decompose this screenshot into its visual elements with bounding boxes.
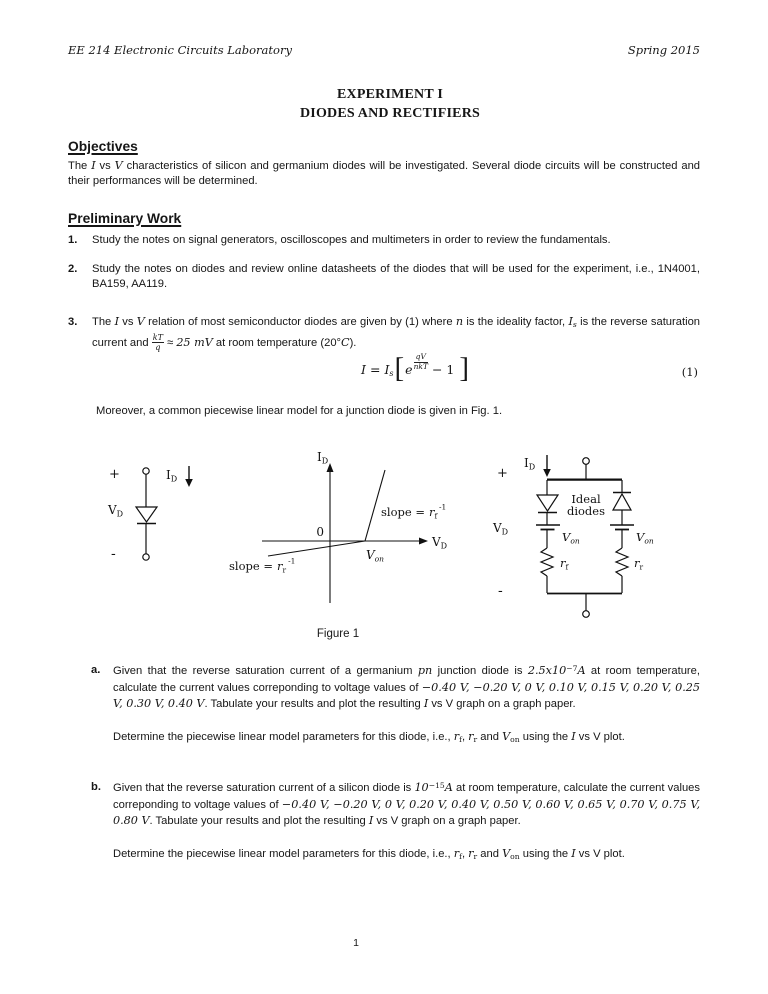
item-text: The I vs V relation of most semiconductor diodes are given by (1) where n is the ideality factor, Is is the reverse saturation current and $\frac{kT}{q}$ ≈ 25 mV at room temperature (20°C). — [92, 315, 701, 353]
task-b-letter: b. — [91, 781, 101, 793]
eq-lhs: I — [361, 362, 366, 377]
moreover-sentence: Moreover, a common piecewise linear model for a junction diode is given in Fig. 1. — [96, 405, 503, 417]
task-b-paragraph-1: Given that the reverse saturation current of a silicon diode is $10^{-15}A$ at room temperature, calculate the current values correponding to voltage values of −0.40 V, −0.20 V, 0 V, 0.20 V, 0.40 V, 0.50 V, 0.60 V, 0.65 V, 0.70 V, 0.75 V, 0.80 V. Tabulate your results and plot the resulting I vs V graph on a graph paper. — [113, 781, 701, 828]
item-number: 2. — [68, 263, 78, 275]
ideal-diodes-label-line1: Ideal — [571, 492, 601, 506]
page-number: 1 — [353, 937, 359, 949]
left-circuit — [136, 466, 193, 560]
von-left-label: $V_{on}$ — [562, 530, 580, 546]
minus-label: - — [111, 546, 116, 562]
vd-label: $V_D$ — [493, 521, 509, 537]
reverse-slope-label: slope = $r_r^{-1}$ — [229, 556, 296, 575]
item-number: 1. — [68, 234, 78, 246]
inline-fraction: $\frac{kT}{q}$ — [152, 333, 163, 353]
eq-exponent-numerator: qV — [414, 353, 428, 363]
eq-equals: = — [369, 362, 381, 377]
list-item-1 — [68, 233, 700, 248]
task-b-paragraph-2: Determine the piecewise linear model parameters for this diode, i.e., rf, rr and Von using the I vs V plot. — [113, 847, 625, 862]
current-arrow-head — [543, 469, 551, 477]
eq-minus-one: − 1 — [431, 362, 455, 377]
list-item-2 — [68, 262, 700, 292]
diode-equation — [361, 352, 470, 384]
list-item-3 — [68, 312, 700, 353]
model-circuit — [536, 455, 634, 617]
graph-vd-label: $V_D$ — [432, 535, 448, 551]
terminal-top — [583, 458, 590, 465]
equation-number: (1) — [681, 365, 698, 379]
header-term: Spring 2015 — [627, 43, 700, 57]
graph-id-label: $I_D$ — [317, 450, 329, 466]
equation-body — [361, 352, 470, 384]
von-right-label: $V_{on}$ — [636, 530, 654, 546]
header-course: EE 214 Electronic Circuits Laboratory — [68, 43, 292, 57]
eq-e: e — [405, 362, 413, 377]
plus-label: + — [109, 467, 120, 482]
plus-label: + — [497, 466, 508, 481]
rf-label: $r_f$ — [560, 556, 569, 572]
resistor-zigzag — [541, 548, 553, 576]
preliminary-heading: Preliminary Work — [68, 211, 182, 226]
eq-is-subscript: s — [389, 369, 394, 378]
task-a-letter: a. — [91, 664, 101, 676]
reverse-slope-line — [268, 541, 365, 556]
diode-symbol — [136, 507, 157, 522]
origin-label: 0 — [316, 525, 324, 539]
von-label: $V_{on}$ — [366, 548, 385, 564]
ideal-diode-up — [613, 494, 631, 510]
x-axis-arrow — [419, 538, 428, 545]
eq-left-bracket: [ — [394, 352, 405, 384]
objectives-paragraph: The I vs V characteristics of silicon and germanium diodes will be investigated. Several diode circuits will be constructed and their performances will be determined. — [68, 159, 701, 187]
id-label: $I_D$ — [524, 456, 536, 472]
ideal-diode-down — [537, 495, 558, 511]
rr-label: $r_r$ — [634, 556, 644, 572]
vd-label: $V_D$ — [108, 503, 124, 519]
eq-is-base: I — [384, 362, 390, 377]
item-text: Study the notes on diodes and review online datasheets of the diodes that will be used for the experiment, i.e., 1N4001, BA159, AA119. — [92, 263, 700, 290]
figure-caption: Figure 1 — [316, 628, 360, 640]
eq-exponent-fraction — [414, 353, 428, 371]
resistor-zigzag — [616, 548, 628, 576]
forward-slope-label: slope = $r_f^{-1}$ — [381, 502, 447, 521]
document-title — [10, 85, 768, 123]
minus-label: - — [498, 583, 503, 599]
page-header — [68, 43, 700, 57]
iv-graph — [262, 463, 428, 603]
figure-1-drawing — [0, 440, 768, 640]
task-a-paragraph-2: Determine the piecewise linear model parameters for this diode, i.e., rf, rr and Von using the I vs V plot. — [113, 730, 625, 745]
objectives-heading: Objectives — [68, 139, 138, 154]
terminal-bottom — [143, 554, 149, 560]
id-label: $I_D$ — [166, 468, 178, 484]
terminal-bottom — [583, 611, 590, 618]
item-text: Study the notes on signal generators, oscilloscopes and multimeters in order to review the fundamentals. — [92, 234, 611, 246]
eq-exponent-denominator: nkT — [413, 362, 428, 371]
ideal-diodes-label-line2: diodes — [566, 504, 606, 518]
task-a-paragraph-1: Given that the reverse saturation current of a germanium pn junction diode is $2.5x10^{-7}A$ at room temperature, calculate the current values correponding to voltage values of −0.40 V, −0.20 V, 0 V, 0.10 V, 0.15 V, 0.20 V, 0.25 V, 0.30 V, 0.40 V. Tabulate your results and plot the resulting I vs V graph on a graph paper. — [113, 664, 700, 711]
terminal-top — [143, 468, 149, 474]
title-line-1: EXPERIMENT I — [337, 87, 443, 102]
item-number: 3. — [68, 316, 78, 328]
title-line-2: DIODES AND RECTIFIERS — [299, 106, 481, 121]
eq-right-bracket: ] — [459, 352, 470, 384]
current-arrow-head — [185, 479, 193, 487]
